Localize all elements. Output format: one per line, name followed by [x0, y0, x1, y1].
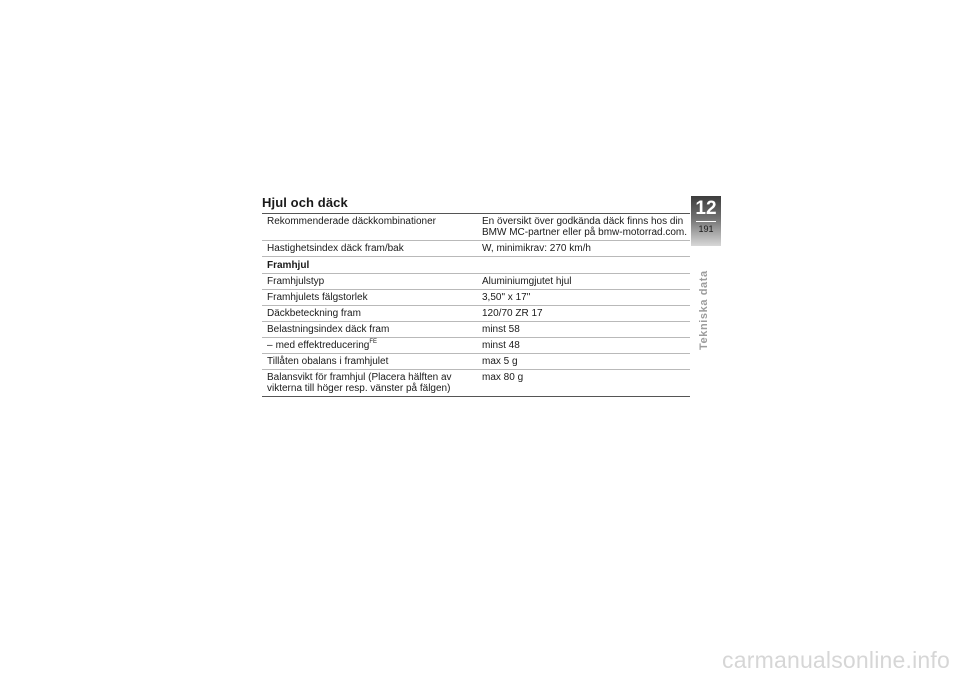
footnote-superscript: FE: [369, 338, 377, 345]
row-label: Belastningsindex däck fram: [262, 322, 477, 338]
table-row: [262, 306, 690, 322]
page-number: 191: [698, 224, 714, 234]
row-label: Däckbeteckning fram: [262, 306, 477, 322]
row-value: W, minimikrav: 270 km/h: [477, 241, 690, 257]
chapter-tab: [691, 196, 721, 246]
spec-table: [262, 213, 690, 397]
dash-icon: –: [267, 340, 273, 351]
section-title: Hjul och däck: [262, 195, 348, 210]
watermark: carmanualsonline.info: [722, 647, 950, 673]
row-value: Aluminiumgjutet hjul: [477, 274, 690, 290]
table-row: [262, 274, 690, 290]
table-row: [262, 322, 690, 338]
table-row: [262, 370, 690, 397]
row-label: Tillåten obalans i framhjulet: [262, 354, 477, 370]
row-label-text: med effektreducering: [275, 340, 370, 351]
row-label: Framhjulets fälgstorlek: [262, 290, 477, 306]
row-value: max 5 g: [477, 354, 690, 370]
row-value: 3,50" x 17": [477, 290, 690, 306]
row-value: max 80 g: [477, 370, 690, 397]
row-label: Rekommenderade däckkombinationer: [262, 214, 477, 241]
row-label-sub: [262, 338, 477, 354]
row-label: Framhjulstyp: [262, 274, 477, 290]
row-value: minst 58: [477, 322, 690, 338]
table-row: [262, 214, 690, 241]
table-row: [262, 354, 690, 370]
table-row: [262, 338, 690, 354]
group-header-row: [262, 257, 690, 274]
chapter-number: 12: [695, 198, 717, 219]
row-label: Hastighetsindex däck fram/bak: [262, 241, 477, 257]
row-value: 120/70 ZR 17: [477, 306, 690, 322]
chapter-name: Tekniska data: [698, 270, 710, 350]
chapter-divider: [696, 221, 716, 222]
group-title: Framhjul: [262, 257, 690, 274]
table-row: [262, 241, 690, 257]
table-row: [262, 290, 690, 306]
row-value: minst 48: [477, 338, 690, 354]
row-value: En översikt över godkända däck finns hos din BMW MC-partner eller på bmw-motorrad.com.: [477, 214, 690, 241]
row-label: Balansvikt för framhjul (Placera hälften av vikterna till höger resp. vänster på fälgen): [262, 370, 477, 397]
